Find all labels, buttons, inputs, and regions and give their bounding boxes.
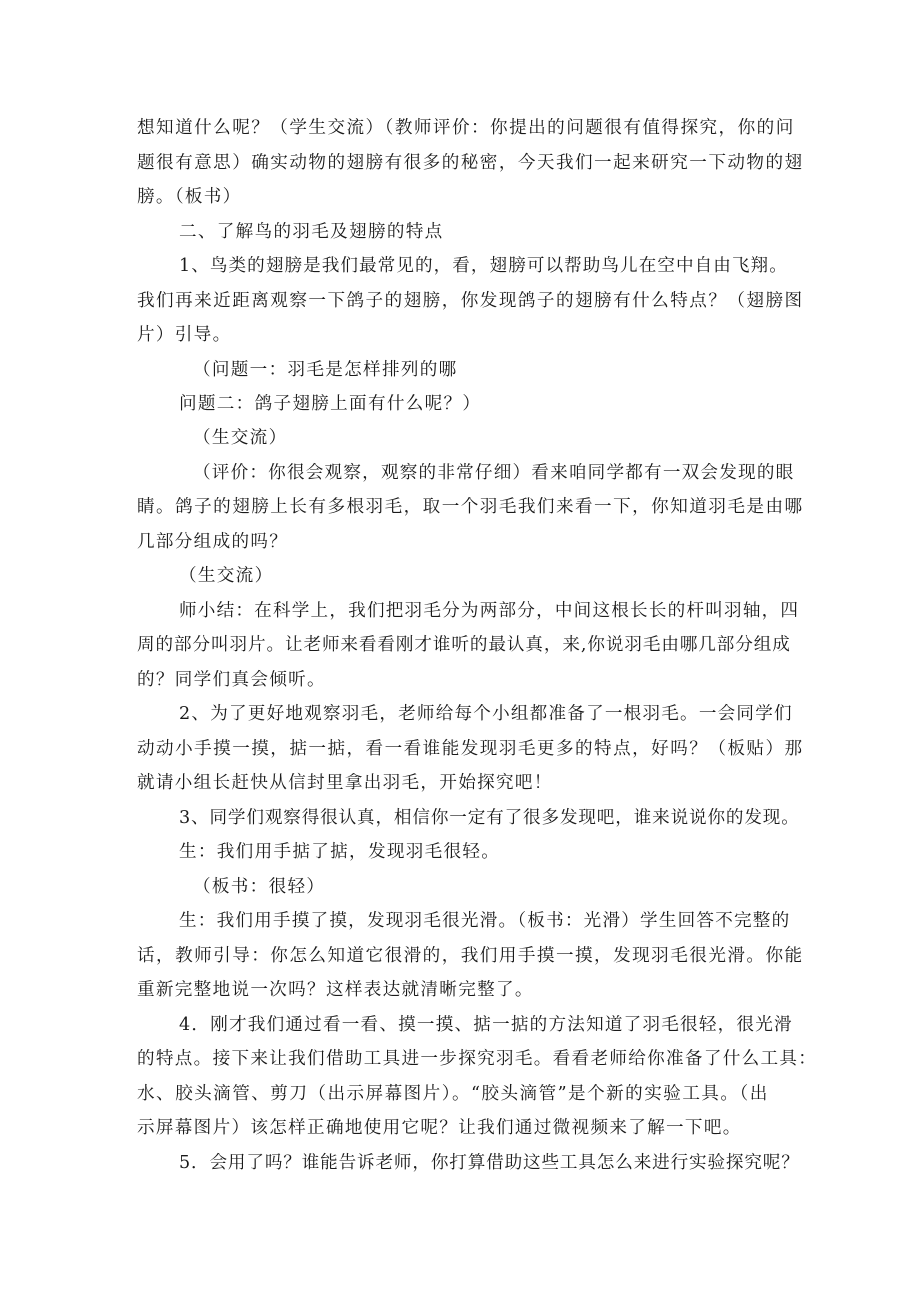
text-line: 片）引导。 xyxy=(137,325,232,345)
text-line: 睛。鸽子的翅膀上长有多根羽毛，取一个羽毛我们来看一下，你知道羽毛是由哪 xyxy=(137,497,804,517)
text-line: 我们再来近距离观察一下鸽子的翅膀，你发现鸽子的翅膀有什么特点？（翅膀图 xyxy=(137,291,804,311)
text-line: 3、同学们观察得很认真，相信你一定有了很多发现吧，谁来说说你的发现。 xyxy=(179,808,800,828)
text-line: 重新完整地说一次吗？这样表达就清晰完整了。 xyxy=(137,980,534,1000)
text-line: 生：我们用手摸了摸，发现羽毛很光滑。（板书：光滑）学生回答不完整的 xyxy=(179,911,791,931)
text-line: 的？同学们真会倾听。 xyxy=(137,670,326,690)
text-line: 5．会用了吗？谁能告诉老师，你打算借助这些工具怎么来进行实验探究呢？ xyxy=(179,1153,800,1173)
text-line: 周的部分叫羽片。让老师来看看刚才谁听的最认真，来,你说羽毛由哪几部分组成 xyxy=(137,635,791,655)
text-line: 4．刚才我们通过看一看、摸一摸、掂一掂的方法知道了羽毛很轻，很光滑 xyxy=(179,1015,793,1035)
text-line: 想知道什么呢？（学生交流）（教师评价：你提出的问题很有值得探究，你的问 xyxy=(137,118,795,138)
text-line: 膀。（板书） xyxy=(137,187,242,207)
section-heading: 二、了解鸟的羽毛及翅膀的特点 xyxy=(179,222,444,242)
text-line: 的特点。接下来让我们借助工具进一步探究羽毛。看看老师给你准备了什么工具： xyxy=(137,1049,818,1069)
text-line: 题很有意思）确实动物的翅膀有很多的秘密，今天我们一起来研究一下动物的翅 xyxy=(137,153,804,173)
text-line: （生交流） xyxy=(179,566,274,586)
text-line: （生交流） xyxy=(193,428,288,448)
text-line: 问题二：鸽子翅膀上面有什么呢？） xyxy=(179,394,482,414)
text-line: 2、为了更好地观察羽毛，老师给每个小组都准备了一根羽毛。一会同学们 xyxy=(179,704,793,724)
text-line: 动动小手摸一摸，掂一掂，看一看谁能发现羽毛更多的特点，好吗？（板贴）那 xyxy=(137,739,804,759)
text-line: 1、鸟类的翅膀是我们最常见的，看，翅膀可以帮助鸟儿在空中自由飞翔。 xyxy=(179,256,788,276)
text-line: 几部分组成的吗？ xyxy=(137,532,289,552)
text-line: 示屏幕图片）该怎样正确地使用它呢？让我们通过微视频来了解一下吧。 xyxy=(137,1118,742,1138)
text-line: （问题一：羽毛是怎样排列的哪 xyxy=(193,360,458,380)
text-line: （评价：你很会观察，观察的非常仔细）看来咱同学都有一双会发现的眼 xyxy=(193,463,795,483)
text-line: 水、胶头滴管、剪刀（出示屏幕图片）。“胶头滴管”是个新的实验工具。（出 xyxy=(137,1084,769,1104)
text-line: 就请小组长赶快从信封里拿出羽毛，开始探究吧！ xyxy=(137,773,553,793)
text-line: 话，教师引导：你怎么知道它很滑的，我们用手摸一摸，发现羽毛很光滑。你能 xyxy=(137,946,804,966)
text-line: 师小结：在科学上，我们把羽毛分为两部分，中间这根长长的杆叫羽轴，四 xyxy=(179,601,800,621)
text-line: （板书：很轻） xyxy=(193,877,326,897)
text-line: 生：我们用手掂了掂，发现羽毛很轻。 xyxy=(179,842,501,862)
